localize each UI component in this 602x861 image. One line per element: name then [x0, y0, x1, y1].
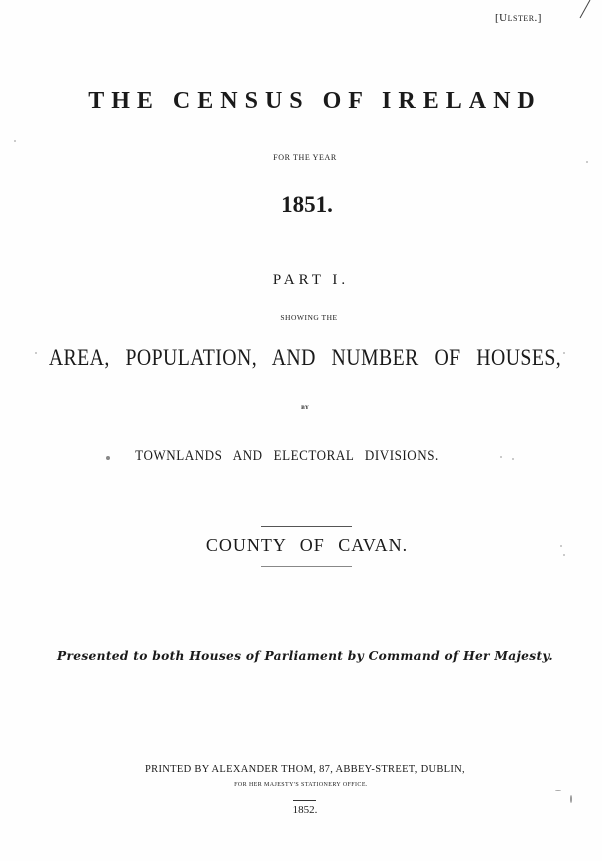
divider-top [261, 526, 352, 527]
pencil-mark-icon [570, 0, 594, 20]
subject-heading: AREA, POPULATION, AND NUMBER OF HOUSES, [48, 345, 562, 370]
paper-speck [563, 554, 565, 556]
paper-speck [570, 795, 572, 803]
paper-speck [14, 140, 16, 142]
paper-speck [35, 352, 37, 354]
paper-speck [586, 161, 588, 163]
document-title: THE CENSUS OF IRELAND [88, 88, 542, 114]
paper-speck [563, 352, 565, 354]
printer-line: PRINTED BY ALEXANDER THOM, 87, ABBEY-STREET, DUBLIN, [145, 764, 465, 775]
for-the-year-label: FOR THE YEAR [273, 153, 337, 162]
presentation-statement: Presented to both Houses of Parliament by Command of Her Majesty. [57, 648, 553, 663]
divider-small [293, 800, 316, 801]
census-year: 1851. [281, 192, 333, 217]
divisions-heading: TOWNLANDS AND ELECTORAL DIVISIONS. [135, 448, 439, 464]
county-name: COUNTY OF CAVAN. [205, 535, 409, 555]
paper-speck [512, 458, 514, 460]
part-number: PART I. [272, 272, 350, 288]
paper-speck [555, 790, 561, 791]
paper-speck [106, 456, 110, 460]
section-tag: [Ulster.] [495, 12, 542, 24]
paper-speck [560, 545, 562, 547]
paper-speck [500, 456, 502, 458]
stationery-office-line: FOR HER MAJESTY'S STATIONERY OFFICE. [234, 782, 368, 788]
by-label: BY [301, 405, 309, 411]
showing-the-label: SHOWING THE [280, 313, 338, 322]
print-year: 1852. [292, 804, 318, 816]
divider-bottom [261, 566, 352, 567]
